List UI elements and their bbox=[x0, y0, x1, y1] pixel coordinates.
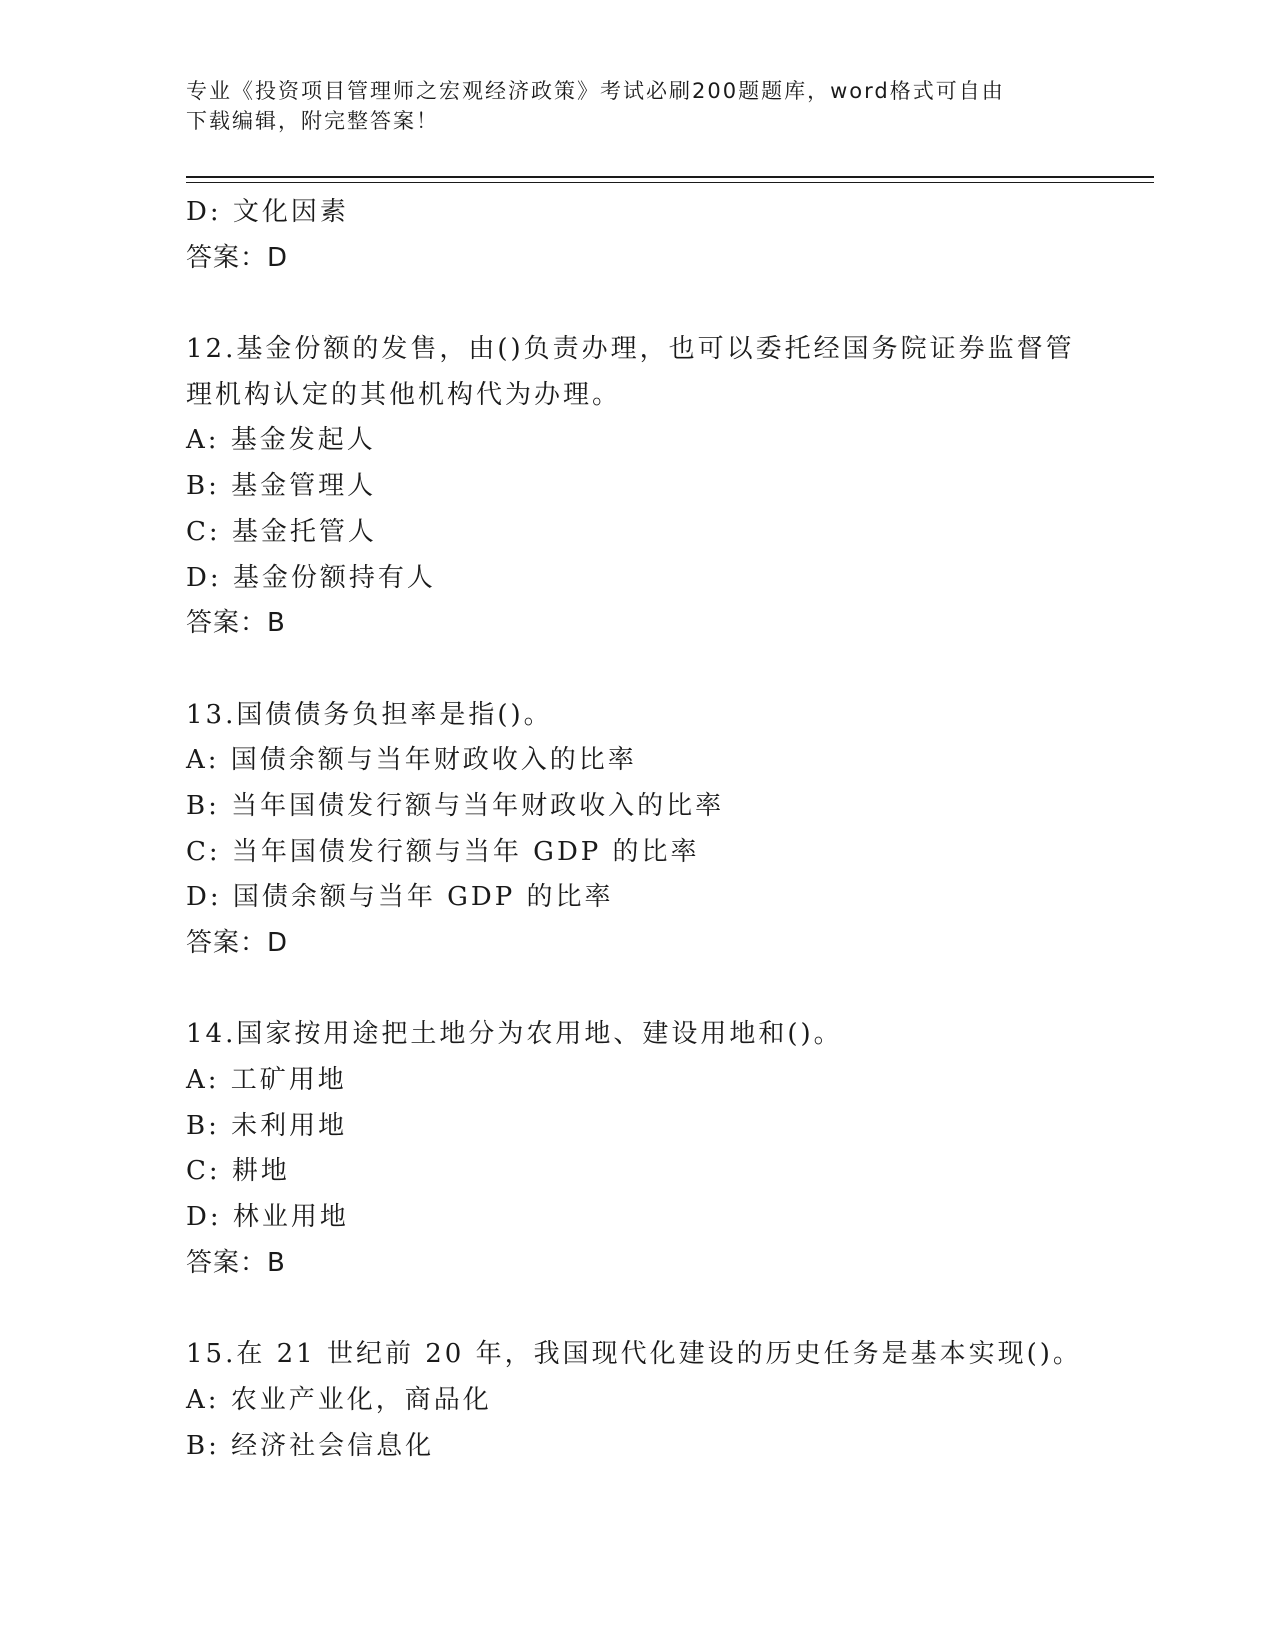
option-a: A: 工矿用地 bbox=[186, 1065, 347, 1096]
document-header bbox=[186, 76, 1086, 136]
header-line-2: 下载编辑，附完整答案！ bbox=[186, 109, 439, 133]
header-rule-thin bbox=[186, 182, 1154, 183]
option-a: A: 基金发起人 bbox=[186, 425, 376, 456]
question-content bbox=[186, 190, 1086, 1469]
option-d: D: 国债余额与当年 GDP 的比率 bbox=[186, 882, 614, 913]
answer: 答案：B bbox=[186, 1247, 286, 1278]
option-a: A: 国债余额与当年财政收入的比率 bbox=[186, 745, 637, 776]
header-line-1: 专业《投资项目管理师之宏观经济政策》考试必刷200题题库，word格式可自由 bbox=[186, 79, 1005, 103]
option-d: D: 文化因素 bbox=[186, 197, 349, 227]
option-b: B: 基金管理人 bbox=[186, 471, 377, 502]
spacer bbox=[186, 967, 1086, 1013]
question-text: 13.国债债务负担率是指()。 bbox=[186, 699, 553, 730]
spacer bbox=[186, 647, 1086, 693]
question-13 bbox=[186, 693, 1086, 967]
answer: 答案：B bbox=[186, 608, 286, 639]
option-c: C: 基金托管人 bbox=[186, 516, 377, 547]
question-text: 12.基金份额的发售，由()负责办理，也可以委托经国务院证券监督管 bbox=[186, 334, 1075, 365]
option-b: B: 未利用地 bbox=[186, 1110, 348, 1141]
question-text: 14.国家按用途把土地分为农用地、建设用地和()。 bbox=[186, 1019, 843, 1050]
answer: 答案：D bbox=[186, 242, 289, 273]
option-d: D: 林业用地 bbox=[186, 1202, 349, 1233]
question-14 bbox=[186, 1012, 1086, 1286]
question-12 bbox=[186, 327, 1086, 647]
option-b: B: 当年国债发行额与当年财政收入的比率 bbox=[186, 790, 725, 821]
option-b: B: 经济社会信息化 bbox=[186, 1430, 435, 1461]
option-d: D: 基金份额持有人 bbox=[186, 562, 436, 593]
spacer bbox=[186, 281, 1086, 327]
option-c: C: 当年国债发行额与当年 GDP 的比率 bbox=[186, 836, 700, 867]
question-15 bbox=[186, 1332, 1086, 1469]
question-text-continued: 理机构认定的其他机构代为办理。 bbox=[186, 379, 622, 410]
answer: 答案：D bbox=[186, 928, 289, 958]
header-rule-thick bbox=[186, 176, 1154, 178]
option-c: C: 耕地 bbox=[186, 1156, 290, 1187]
option-a: A: 农业产业化，商品化 bbox=[186, 1384, 492, 1415]
question-text: 15.在 21 世纪前 20 年，我国现代化建设的历史任务是基本实现()。 bbox=[186, 1339, 1082, 1370]
spacer bbox=[186, 1287, 1086, 1333]
